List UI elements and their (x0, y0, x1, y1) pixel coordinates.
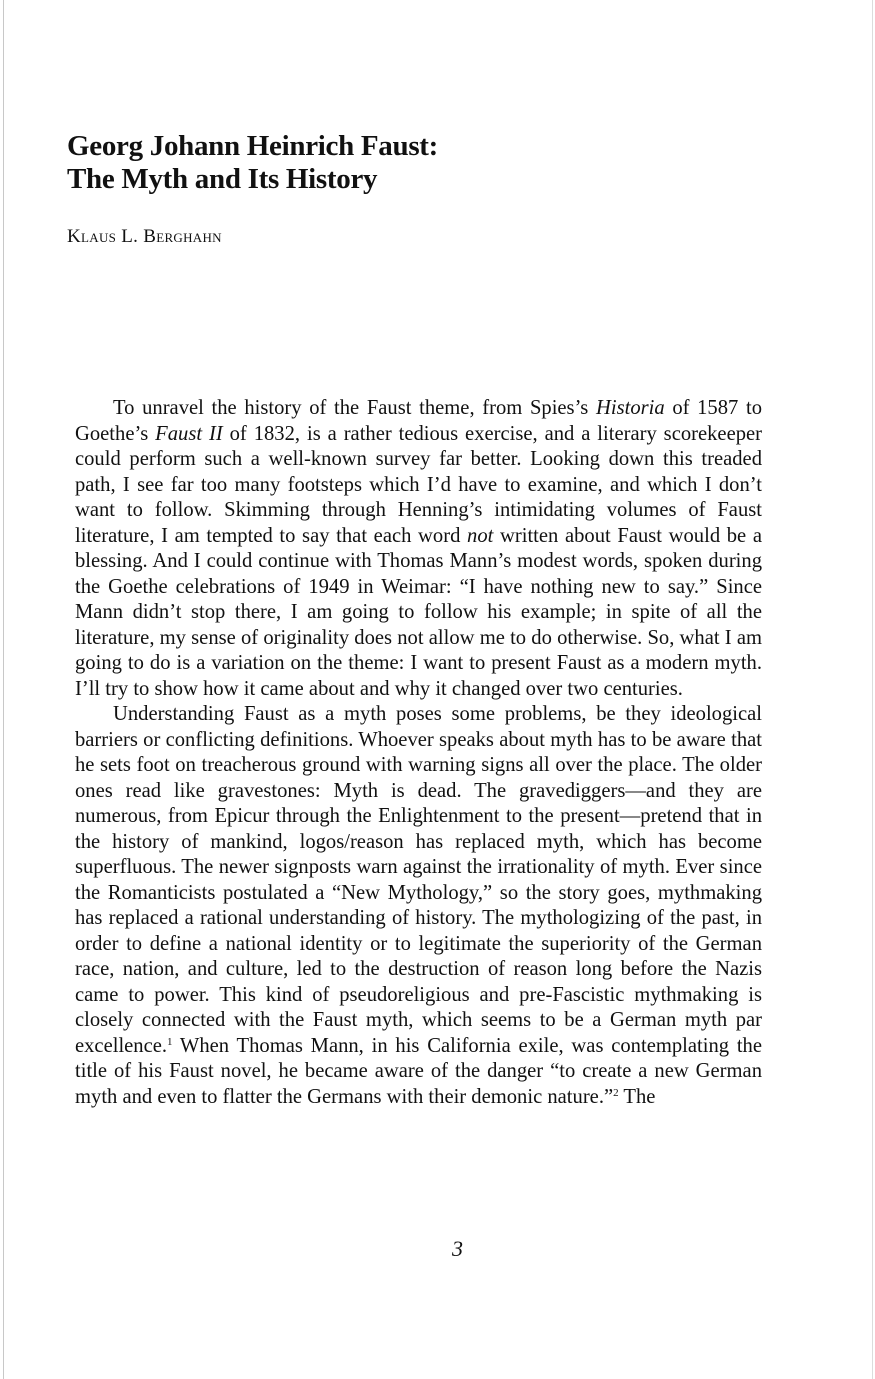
paragraph-1 (75, 396, 762, 702)
p1-text-c: of 1832, is a rather tedious exercise, and a literary scorekeeper could perform such a well-known survey far better. Looking down this treaded path, I see far too many footsteps which I’d have to examine, and which I don’t want to follow. Skimming through Henning’s intimidating volumes of Faust literature, I am tempted to say that each word (75, 422, 763, 547)
article-title (67, 130, 438, 196)
p1-italic-faust-ii: Faust II (155, 422, 223, 445)
page-edge-left (3, 0, 4, 1379)
page-edge-right (872, 0, 873, 1379)
footnote-ref-1: 1 (167, 1035, 173, 1048)
article-body (75, 396, 762, 1110)
p1-text-b: of 1587 to Goethe’s (75, 397, 763, 445)
footnote-ref-2: 2 (613, 1086, 619, 1099)
p2-text-b: When Thomas Mann, in his California exile, was contemplating the title of his Faust novel, he became aware of the danger “to create a new German myth and even to flatter the Germans with their demonic nature.” (75, 1034, 762, 1108)
title-line-1: Georg Johann Heinrich Faust: (67, 130, 439, 162)
p1-text-d: written about Faust would be a blessing. And I could continue with Thomas Mann’s modest words, spoken during the Goethe celebrations of 1949 in Weimar: “I have nothing new to say.” Since Mann didn’t stop there, I am going to follow his example; in spite of all the literature, my sense of originality does not allow me to do otherwise. So, what I am going to do is a variation on the theme: I want to present Faust as a modern myth. I’ll try to show how it came about and why it changed over two centuries. (75, 524, 762, 700)
title-line-2: The Myth and Its History (67, 163, 378, 195)
p2-text-c: The (618, 1085, 656, 1108)
author-name: Klaus L. Berghahn (67, 226, 222, 247)
paragraph-2 (75, 702, 762, 1110)
page-number: 3 (452, 1236, 463, 1261)
p2-text-a: Understanding Faust as a myth poses some problems, be they ideological barriers or conflicting definitions. Whoever speaks about myth has to be aware that he sets foot on treacherous ground with warning signs all over the place. The older ones read like gravestones: Myth is dead. The gravediggers—and they are numerous, from Epicur through the Enlightenment to the present—pretend that in the history of mankind, logos/reason has replaced myth, which has become superfluous. The newer signposts warn against the irrationality of myth. Ever since the Romanticists postulated a “New Mythology,” so the story goes, mythmaking has replaced a rational understanding of history. The mythologizing of the past, in order to define a national identity or to legitimate the superiority of the German race, nation, and culture, led to the destruction of reason long before the Nazis came to power. This kind of pseudoreligious and pre-Fascistic mythmaking is closely connected with the Faust myth, which seems to be a German myth par excellence. (75, 703, 762, 1057)
p1-italic-historia: Historia (595, 397, 665, 419)
p1-text-a: To unravel the history of the Faust theme, from Spies’s (113, 397, 596, 419)
p1-italic-not: not (467, 524, 494, 547)
